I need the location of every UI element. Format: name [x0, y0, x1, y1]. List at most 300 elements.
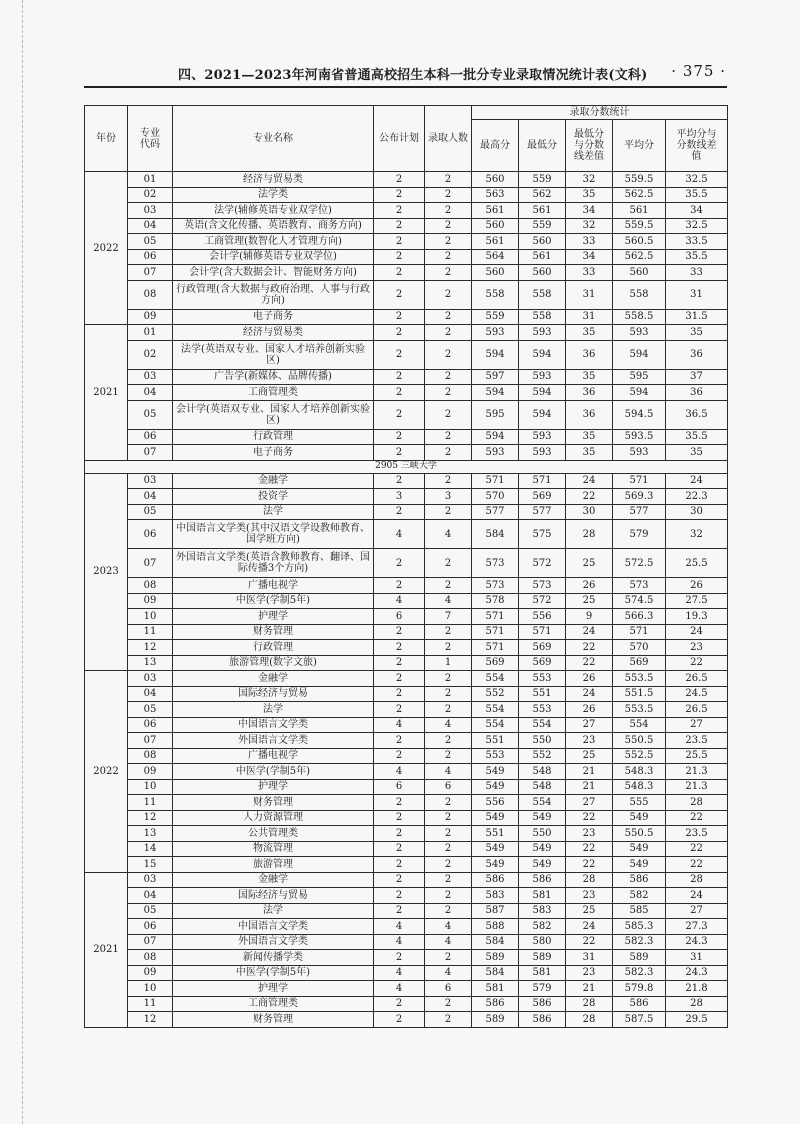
avg-diff-cell: 25.5 — [666, 748, 728, 764]
min-cell: 572 — [519, 549, 566, 578]
code-cell: 03 — [128, 872, 173, 888]
table-row — [85, 445, 728, 461]
admitted-cell: 2 — [425, 265, 472, 281]
plan-cell: 2 — [374, 857, 425, 873]
code-cell: 09 — [128, 593, 173, 609]
min-cell: 549 — [519, 857, 566, 873]
min-cell: 581 — [519, 888, 566, 904]
code-cell: 12 — [128, 640, 173, 656]
code-cell: 07 — [128, 549, 173, 578]
code-cell: 10 — [128, 981, 173, 997]
plan-cell: 2 — [374, 203, 425, 219]
plan-cell: 2 — [374, 950, 425, 966]
min-diff-cell: 28 — [566, 996, 613, 1012]
max-cell: 554 — [472, 671, 519, 687]
min-cell: 561 — [519, 249, 566, 265]
code-cell: 04 — [128, 385, 173, 401]
max-cell: 561 — [472, 203, 519, 219]
min-cell: 586 — [519, 996, 566, 1012]
plan-cell: 2 — [374, 733, 425, 749]
table-row — [85, 385, 728, 401]
admitted-cell: 2 — [425, 473, 472, 489]
table-row — [85, 733, 728, 749]
avg-diff-cell: 22 — [666, 810, 728, 826]
plan-cell: 2 — [374, 578, 425, 594]
avg-cell: 549 — [613, 841, 666, 857]
max-cell: 583 — [472, 888, 519, 904]
plan-cell: 2 — [374, 826, 425, 842]
major-cell: 新闻传播学类 — [173, 950, 374, 966]
code-cell: 01 — [128, 325, 173, 341]
avg-cell: 559.5 — [613, 218, 666, 234]
table-row — [85, 841, 728, 857]
table-row — [85, 520, 728, 549]
admitted-cell: 2 — [425, 748, 472, 764]
table-row — [85, 826, 728, 842]
min-cell: 558 — [519, 309, 566, 325]
code-cell: 11 — [128, 996, 173, 1012]
max-cell: 589 — [472, 1012, 519, 1028]
avg-diff-cell: 36 — [666, 385, 728, 401]
plan-cell: 2 — [374, 702, 425, 718]
table-row — [85, 172, 728, 188]
plan-cell: 2 — [374, 369, 425, 385]
max-cell: 594 — [472, 340, 519, 369]
avg-cell: 574.5 — [613, 593, 666, 609]
min-cell: 551 — [519, 686, 566, 702]
major-cell: 会计学(含大数据会计、智能财务方向) — [173, 265, 374, 281]
max-cell: 553 — [472, 748, 519, 764]
major-cell: 法学 — [173, 504, 374, 520]
table-row — [85, 686, 728, 702]
avg-cell: 572.5 — [613, 549, 666, 578]
code-cell: 05 — [128, 903, 173, 919]
code-cell: 06 — [128, 249, 173, 265]
year-cell: 2021 — [85, 872, 128, 1027]
major-cell: 工商管理(数智化人才管理方向) — [173, 234, 374, 250]
admitted-cell: 2 — [425, 249, 472, 265]
min-cell: 589 — [519, 950, 566, 966]
max-cell: 573 — [472, 578, 519, 594]
avg-cell: 550.5 — [613, 733, 666, 749]
code-cell: 12 — [128, 1012, 173, 1028]
table-row — [85, 609, 728, 625]
school-row — [85, 460, 728, 473]
table-row — [85, 340, 728, 369]
year-cell: 2023 — [85, 473, 128, 671]
plan-cell: 6 — [374, 609, 425, 625]
year-cell: 2022 — [85, 671, 128, 873]
max-cell: 586 — [472, 872, 519, 888]
table-body — [85, 172, 728, 1028]
plan-cell: 2 — [374, 671, 425, 687]
code-cell: 04 — [128, 888, 173, 904]
table-row — [85, 249, 728, 265]
avg-cell: 577 — [613, 504, 666, 520]
min-diff-cell: 22 — [566, 489, 613, 505]
year-cell: 2021 — [85, 325, 128, 461]
min-diff-cell: 9 — [566, 609, 613, 625]
admitted-cell: 2 — [425, 325, 472, 341]
plan-cell: 2 — [374, 473, 425, 489]
avg-diff-cell: 35 — [666, 445, 728, 461]
major-cell: 经济与贸易类 — [173, 325, 374, 341]
plan-cell: 2 — [374, 309, 425, 325]
admitted-cell: 2 — [425, 504, 472, 520]
min-diff-cell: 25 — [566, 748, 613, 764]
min-diff-cell: 36 — [566, 340, 613, 369]
school-name: 2905 三峡大学 — [85, 460, 728, 473]
min-cell: 583 — [519, 903, 566, 919]
code-cell: 05 — [128, 504, 173, 520]
avg-diff-cell: 24 — [666, 624, 728, 640]
page-number: · 375 · — [671, 62, 726, 80]
admitted-cell: 2 — [425, 234, 472, 250]
avg-diff-cell: 30 — [666, 504, 728, 520]
max-cell: 551 — [472, 826, 519, 842]
admitted-cell: 2 — [425, 996, 472, 1012]
table-row — [85, 203, 728, 219]
major-cell: 经济与贸易类 — [173, 172, 374, 188]
code-cell: 05 — [128, 234, 173, 250]
plan-cell: 2 — [374, 686, 425, 702]
plan-cell: 2 — [374, 172, 425, 188]
min-cell: 554 — [519, 717, 566, 733]
avg-cell: 582.3 — [613, 965, 666, 981]
avg-cell: 560.5 — [613, 234, 666, 250]
min-diff-cell: 31 — [566, 309, 613, 325]
min-cell: 577 — [519, 504, 566, 520]
admitted-cell: 2 — [425, 686, 472, 702]
max-cell: 581 — [472, 981, 519, 997]
major-cell: 中医学(学制5年) — [173, 764, 374, 780]
page-title: 四、2021—2023年河南省普通高校招生本科一批分专业录取情况统计表(文科) — [178, 68, 648, 83]
avg-diff-cell: 32.5 — [666, 172, 728, 188]
major-cell: 外国语言文学类 — [173, 934, 374, 950]
avg-diff-cell: 33 — [666, 265, 728, 281]
min-cell: 558 — [519, 280, 566, 309]
min-cell: 594 — [519, 400, 566, 429]
admitted-cell: 2 — [425, 369, 472, 385]
max-cell: 554 — [472, 717, 519, 733]
admitted-cell: 2 — [425, 888, 472, 904]
avg-cell: 593 — [613, 445, 666, 461]
min-diff-cell: 34 — [566, 249, 613, 265]
binding-margin — [22, 0, 31, 1124]
code-cell: 04 — [128, 686, 173, 702]
min-diff-cell: 32 — [566, 218, 613, 234]
min-diff-cell: 23 — [566, 826, 613, 842]
avg-cell: 594 — [613, 385, 666, 401]
table-row — [85, 965, 728, 981]
admitted-cell: 4 — [425, 919, 472, 935]
avg-diff-cell: 27.3 — [666, 919, 728, 935]
plan-cell: 2 — [374, 872, 425, 888]
major-cell: 法学 — [173, 702, 374, 718]
code-cell: 11 — [128, 795, 173, 811]
min-diff-cell: 35 — [566, 325, 613, 341]
min-diff-cell: 28 — [566, 520, 613, 549]
avg-cell: 586 — [613, 872, 666, 888]
major-cell: 人力资源管理 — [173, 810, 374, 826]
code-cell: 04 — [128, 489, 173, 505]
code-cell: 07 — [128, 445, 173, 461]
plan-cell: 2 — [374, 385, 425, 401]
major-cell: 国际经济与贸易 — [173, 888, 374, 904]
table-row — [85, 218, 728, 234]
code-cell: 13 — [128, 655, 173, 671]
max-cell: 589 — [472, 950, 519, 966]
avg-diff-cell: 24.5 — [666, 686, 728, 702]
avg-diff-cell: 21.3 — [666, 764, 728, 780]
max-cell: 578 — [472, 593, 519, 609]
min-diff-cell: 22 — [566, 841, 613, 857]
avg-cell: 589 — [613, 950, 666, 966]
code-cell: 05 — [128, 400, 173, 429]
page-header — [84, 62, 726, 84]
min-cell: 549 — [519, 810, 566, 826]
avg-diff-cell: 23.5 — [666, 733, 728, 749]
min-cell: 593 — [519, 369, 566, 385]
major-cell: 法学(英语双专业、国家人才培养创新实验区) — [173, 340, 374, 369]
table-row — [85, 309, 728, 325]
max-cell: 560 — [472, 218, 519, 234]
min-cell: 571 — [519, 624, 566, 640]
admitted-cell: 2 — [425, 280, 472, 309]
table-row — [85, 187, 728, 203]
avg-cell: 593 — [613, 325, 666, 341]
min-diff-cell: 25 — [566, 549, 613, 578]
min-cell: 593 — [519, 445, 566, 461]
min-diff-cell: 35 — [566, 187, 613, 203]
code-cell: 03 — [128, 369, 173, 385]
max-cell: 571 — [472, 640, 519, 656]
plan-cell: 2 — [374, 234, 425, 250]
admitted-cell: 2 — [425, 857, 472, 873]
code-cell: 04 — [128, 218, 173, 234]
avg-diff-cell: 36.5 — [666, 400, 728, 429]
avg-diff-cell: 31 — [666, 280, 728, 309]
avg-cell: 573 — [613, 578, 666, 594]
max-cell: 577 — [472, 504, 519, 520]
plan-cell: 2 — [374, 249, 425, 265]
max-cell: 586 — [472, 996, 519, 1012]
major-cell: 会计学(英语双专业、国家人才培养创新实验区) — [173, 400, 374, 429]
min-cell: 553 — [519, 702, 566, 718]
table-row — [85, 473, 728, 489]
avg-diff-cell: 22.3 — [666, 489, 728, 505]
table-row — [85, 671, 728, 687]
admitted-cell: 6 — [425, 779, 472, 795]
plan-cell: 2 — [374, 445, 425, 461]
major-cell: 旅游管理 — [173, 857, 374, 873]
admitted-cell: 2 — [425, 549, 472, 578]
plan-cell: 2 — [374, 903, 425, 919]
major-cell: 电子商务 — [173, 445, 374, 461]
min-diff-cell: 21 — [566, 764, 613, 780]
min-cell: 549 — [519, 841, 566, 857]
table-row — [85, 504, 728, 520]
avg-diff-cell: 31 — [666, 950, 728, 966]
major-cell: 广播电视学 — [173, 748, 374, 764]
admitted-cell: 2 — [425, 903, 472, 919]
min-diff-cell: 26 — [566, 671, 613, 687]
max-cell: 571 — [472, 609, 519, 625]
major-cell: 金融学 — [173, 872, 374, 888]
table-header — [85, 106, 728, 172]
major-cell: 法学 — [173, 903, 374, 919]
table-row — [85, 950, 728, 966]
avg-diff-cell: 21.3 — [666, 779, 728, 795]
avg-diff-cell: 27.5 — [666, 593, 728, 609]
plan-cell: 4 — [374, 919, 425, 935]
code-cell: 03 — [128, 671, 173, 687]
min-diff-cell: 21 — [566, 981, 613, 997]
table-row — [85, 903, 728, 919]
max-cell: 560 — [472, 265, 519, 281]
plan-cell: 4 — [374, 717, 425, 733]
major-cell: 财务管理 — [173, 1012, 374, 1028]
min-diff-cell: 24 — [566, 686, 613, 702]
min-cell: 586 — [519, 1012, 566, 1028]
avg-diff-cell: 28 — [666, 996, 728, 1012]
avg-diff-cell: 24 — [666, 888, 728, 904]
min-cell: 559 — [519, 172, 566, 188]
min-cell: 562 — [519, 187, 566, 203]
avg-diff-cell: 28 — [666, 795, 728, 811]
table-row — [85, 265, 728, 281]
admitted-cell: 4 — [425, 717, 472, 733]
col-major: 专业名称 — [173, 106, 374, 172]
avg-cell: 548.3 — [613, 764, 666, 780]
admitted-cell: 2 — [425, 841, 472, 857]
min-cell: 553 — [519, 671, 566, 687]
plan-cell: 4 — [374, 764, 425, 780]
table-row — [85, 981, 728, 997]
min-diff-cell: 35 — [566, 429, 613, 445]
avg-cell: 549 — [613, 810, 666, 826]
avg-diff-cell: 35.5 — [666, 187, 728, 203]
code-cell: 07 — [128, 265, 173, 281]
major-cell: 中医学(学制5年) — [173, 593, 374, 609]
code-cell: 12 — [128, 810, 173, 826]
major-cell: 国际经济与贸易 — [173, 686, 374, 702]
code-cell: 03 — [128, 473, 173, 489]
max-cell: 570 — [472, 489, 519, 505]
avg-diff-cell: 35.5 — [666, 429, 728, 445]
admitted-cell: 2 — [425, 187, 472, 203]
major-cell: 电子商务 — [173, 309, 374, 325]
avg-diff-cell: 23.5 — [666, 826, 728, 842]
plan-cell: 2 — [374, 624, 425, 640]
table-row — [85, 280, 728, 309]
avg-cell: 594 — [613, 340, 666, 369]
table-row — [85, 934, 728, 950]
avg-cell: 562.5 — [613, 249, 666, 265]
max-cell: 573 — [472, 549, 519, 578]
code-cell: 13 — [128, 826, 173, 842]
max-cell: 549 — [472, 764, 519, 780]
table-row — [85, 919, 728, 935]
avg-diff-cell: 33.5 — [666, 234, 728, 250]
max-cell: 551 — [472, 733, 519, 749]
table-row — [85, 549, 728, 578]
table-row — [85, 748, 728, 764]
min-cell: 579 — [519, 981, 566, 997]
max-cell: 595 — [472, 400, 519, 429]
avg-diff-cell: 27 — [666, 717, 728, 733]
admitted-cell: 2 — [425, 733, 472, 749]
avg-cell: 582 — [613, 888, 666, 904]
min-diff-cell: 24 — [566, 919, 613, 935]
major-cell: 法学(辅修英语专业双学位) — [173, 203, 374, 219]
avg-cell: 558 — [613, 280, 666, 309]
plan-cell: 2 — [374, 795, 425, 811]
avg-cell: 571 — [613, 624, 666, 640]
col-plan: 公布计划 — [374, 106, 425, 172]
avg-diff-cell: 26.5 — [666, 671, 728, 687]
avg-cell: 569.3 — [613, 489, 666, 505]
max-cell: 571 — [472, 624, 519, 640]
avg-cell: 585.3 — [613, 919, 666, 935]
admission-table — [84, 105, 728, 1028]
code-cell: 07 — [128, 733, 173, 749]
avg-diff-cell: 23 — [666, 640, 728, 656]
major-cell: 工商管理类 — [173, 385, 374, 401]
code-cell: 02 — [128, 340, 173, 369]
code-cell: 08 — [128, 578, 173, 594]
max-cell: 588 — [472, 919, 519, 935]
admitted-cell: 4 — [425, 520, 472, 549]
table-row — [85, 872, 728, 888]
min-cell: 556 — [519, 609, 566, 625]
major-cell: 财务管理 — [173, 624, 374, 640]
code-cell: 08 — [128, 748, 173, 764]
avg-diff-cell: 35.5 — [666, 249, 728, 265]
min-cell: 594 — [519, 340, 566, 369]
min-cell: 550 — [519, 733, 566, 749]
admitted-cell: 2 — [425, 203, 472, 219]
min-cell: 594 — [519, 385, 566, 401]
major-cell: 金融学 — [173, 671, 374, 687]
max-cell: 584 — [472, 520, 519, 549]
avg-diff-cell: 29.5 — [666, 1012, 728, 1028]
min-cell: 569 — [519, 655, 566, 671]
table-row — [85, 888, 728, 904]
min-cell: 560 — [519, 234, 566, 250]
avg-cell: 593.5 — [613, 429, 666, 445]
min-diff-cell: 24 — [566, 473, 613, 489]
table-row — [85, 1012, 728, 1028]
code-cell: 06 — [128, 919, 173, 935]
avg-cell: 555 — [613, 795, 666, 811]
admitted-cell: 2 — [425, 218, 472, 234]
min-diff-cell: 25 — [566, 903, 613, 919]
major-cell: 外国语言文学类 — [173, 733, 374, 749]
code-cell: 07 — [128, 934, 173, 950]
admitted-cell: 2 — [425, 172, 472, 188]
admitted-cell: 2 — [425, 826, 472, 842]
avg-diff-cell: 26 — [666, 578, 728, 594]
plan-cell: 2 — [374, 841, 425, 857]
code-cell: 10 — [128, 609, 173, 625]
code-cell: 06 — [128, 717, 173, 733]
min-cell: 552 — [519, 748, 566, 764]
max-cell: 587 — [472, 903, 519, 919]
min-diff-cell: 22 — [566, 857, 613, 873]
avg-diff-cell: 35 — [666, 325, 728, 341]
col-year: 年份 — [85, 106, 128, 172]
